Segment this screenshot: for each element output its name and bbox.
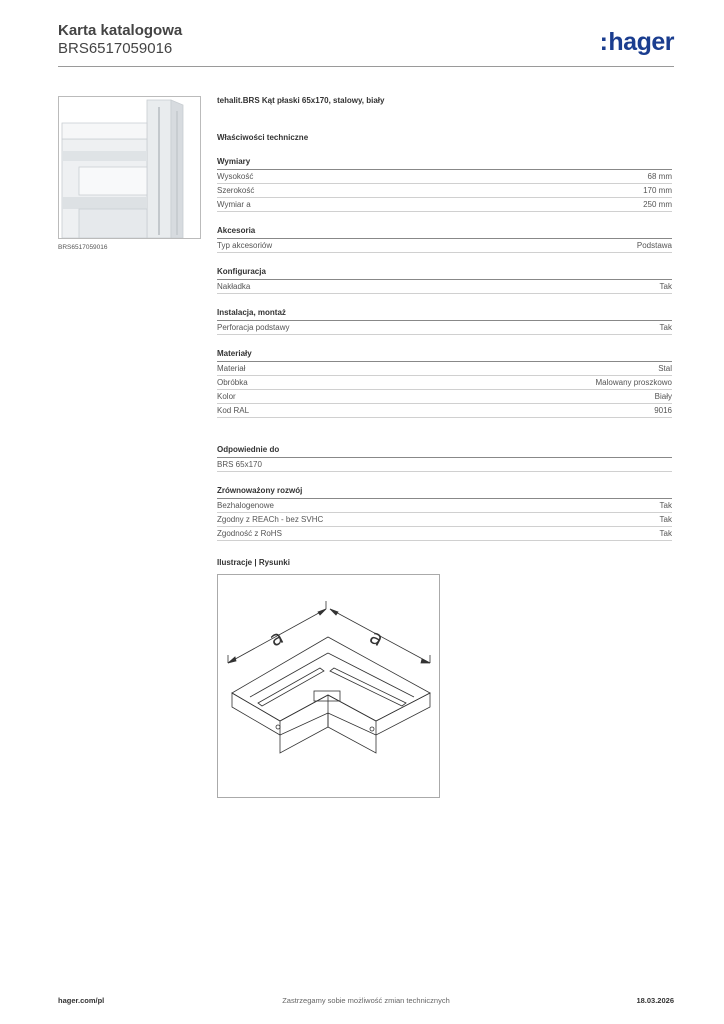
footer-website: hager.com/pl <box>58 996 105 1005</box>
technical-drawing-image <box>218 575 439 797</box>
technical-drawing <box>217 574 440 798</box>
dimension-label-right: a <box>365 624 388 652</box>
footer-notice: Zastrzegamy sobie możliwość zmian technicznych <box>282 996 450 1005</box>
group-accessories <box>217 225 672 253</box>
group-title: Instalacja, montaż <box>217 307 672 321</box>
photo-caption: BRS6517059016 <box>58 244 108 251</box>
technical-properties-title: Właściwości techniczne <box>217 133 309 142</box>
group-title: Odpowiednie do <box>217 444 672 458</box>
row-label: Obróbka <box>217 378 248 387</box>
table-row <box>217 239 672 253</box>
table-row <box>217 390 672 404</box>
row-label: Nakładka <box>217 282 251 291</box>
table-row <box>217 362 672 376</box>
row-label: Zgodność z RoHS <box>217 529 282 538</box>
table-row <box>217 527 672 541</box>
dimension-label-left: a <box>265 624 288 652</box>
row-label: Perforacja podstawy <box>217 323 290 332</box>
row-label: Kolor <box>217 392 236 401</box>
row-label: Kod RAL <box>217 406 250 415</box>
row-value: Tak <box>659 515 672 524</box>
table-row <box>217 198 672 212</box>
group-configuration <box>217 266 672 294</box>
group-title: Wymiary <box>217 156 672 170</box>
row-label: Wysokość <box>217 172 254 181</box>
product-photo <box>58 96 201 239</box>
row-label: BRS 65x170 <box>217 460 262 469</box>
row-value: Podstawa <box>636 241 672 250</box>
group-title: Konfiguracja <box>217 266 672 280</box>
page-header <box>58 22 674 66</box>
document-code: BRS6517059016 <box>58 40 173 57</box>
row-value: Tak <box>659 282 672 291</box>
table-row <box>217 376 672 390</box>
row-value: Biały <box>654 392 672 401</box>
row-label: Bezhalogenowe <box>217 501 274 510</box>
product-photo-image <box>59 97 200 238</box>
group-title: Materiały <box>217 348 672 362</box>
group-title: Zrównoważony rozwój <box>217 485 672 499</box>
row-value: 68 mm <box>647 172 672 181</box>
logo-dots-icon: : <box>599 28 608 56</box>
group-sustainability <box>217 485 672 541</box>
row-value: 170 mm <box>643 186 672 195</box>
row-value: 9016 <box>654 406 672 415</box>
table-row <box>217 458 672 472</box>
row-value: Malowany proszkowo <box>595 378 672 387</box>
product-details <box>217 96 672 567</box>
product-name: tehalit.BRS Kąt płaski 65x170, stalowy, biały <box>217 96 385 105</box>
group-installation <box>217 307 672 335</box>
group-title: Akcesoria <box>217 225 672 239</box>
row-value: Stal <box>658 364 672 373</box>
group-dimensions <box>217 156 672 212</box>
table-row <box>217 499 672 513</box>
table-row <box>217 404 672 418</box>
row-value: Tak <box>659 529 672 538</box>
row-label: Materiał <box>217 364 246 373</box>
row-label: Wymiar a <box>217 200 251 209</box>
group-compatible-with <box>217 444 672 472</box>
table-row <box>217 280 672 294</box>
table-row <box>217 184 672 198</box>
row-label: Zgodny z REACh - bez SVHC <box>217 515 324 524</box>
illustrations-title: Ilustracje | Rysunki <box>217 558 290 567</box>
group-materials <box>217 348 672 418</box>
document-title: Karta katalogowa <box>58 22 183 39</box>
table-row <box>217 513 672 527</box>
hager-logo <box>600 28 674 57</box>
row-value: 250 mm <box>643 200 672 209</box>
page-footer <box>58 996 674 1010</box>
logo-text: hager <box>608 28 674 56</box>
footer-date: 18.03.2026 <box>636 996 674 1005</box>
row-label: Szerokość <box>217 186 255 195</box>
row-label: Typ akcesoriów <box>217 241 273 250</box>
table-row <box>217 170 672 184</box>
header-divider <box>58 66 674 67</box>
row-value: Tak <box>659 501 672 510</box>
row-value: Tak <box>659 323 672 332</box>
table-row <box>217 321 672 335</box>
